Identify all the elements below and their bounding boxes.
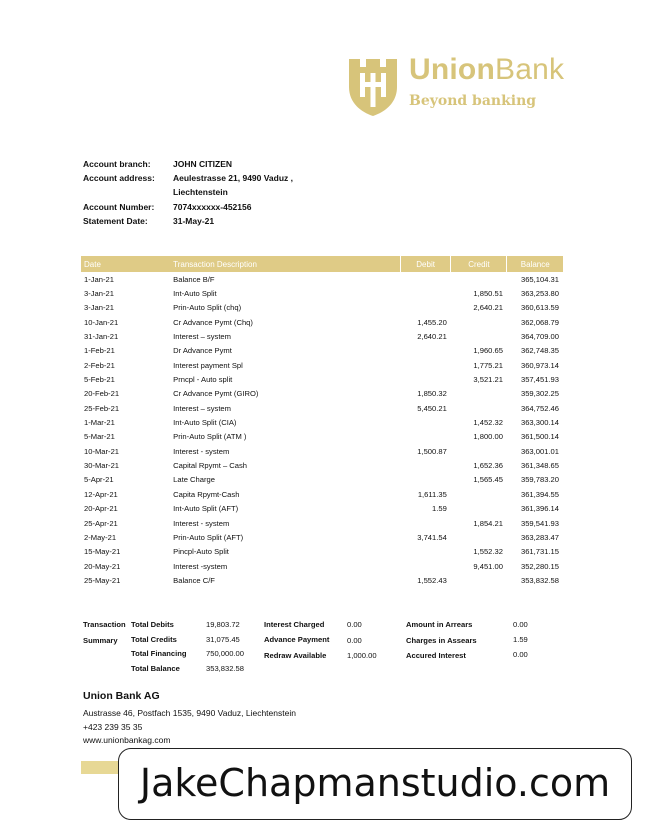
transaction-row bbox=[81, 430, 563, 444]
transaction-row bbox=[81, 473, 563, 487]
transaction-row bbox=[81, 401, 563, 415]
total-balance-value: 353,832.58 bbox=[206, 664, 245, 673]
brand-tagline: Beyond banking bbox=[409, 93, 537, 109]
cell-date: 25-Apr-21 bbox=[84, 518, 118, 528]
cell-date: 15-May-21 bbox=[84, 547, 121, 557]
account-number-label: Account Number: bbox=[83, 201, 155, 212]
cell-debit bbox=[400, 358, 450, 372]
transaction-row bbox=[81, 344, 563, 358]
cell-debit: 1,850.32 bbox=[417, 389, 447, 399]
account-number-value: 7074xxxxxx-452156 bbox=[173, 201, 252, 212]
account-address-row-2 bbox=[83, 185, 353, 199]
cell-description: Int-Auto Split (AFT) bbox=[173, 504, 239, 514]
cell-debit bbox=[400, 272, 450, 286]
total-debits-label: Total Debits bbox=[131, 620, 174, 629]
cell-balance: 361,396.14 bbox=[520, 504, 559, 514]
accrued-interest-value: 0.00 bbox=[513, 650, 528, 659]
cell-date: 31-Jan-21 bbox=[84, 332, 119, 342]
cell-description: Prin-Auto Split (AFT) bbox=[173, 532, 244, 542]
cell-credit: 1,850.51 bbox=[473, 289, 503, 299]
cell-balance: 359,302.25 bbox=[520, 389, 559, 399]
cell-date: 2-May-21 bbox=[84, 532, 117, 542]
transaction-row bbox=[81, 272, 563, 286]
cell-description: Interest – system bbox=[173, 332, 231, 342]
cell-debit bbox=[400, 458, 450, 472]
total-credits-label: Total Credits bbox=[131, 635, 177, 644]
transaction-row bbox=[81, 372, 563, 386]
cell-description: Late Charge bbox=[173, 475, 215, 485]
cell-balance: 362,068.79 bbox=[520, 317, 559, 327]
cell-balance: 359,783.20 bbox=[520, 475, 559, 485]
cell-credit bbox=[451, 315, 507, 329]
cell-date: 1-Mar-21 bbox=[84, 418, 115, 428]
cell-credit: 1,452.32 bbox=[473, 418, 503, 428]
footer-website[interactable]: www.unionbankag.com bbox=[83, 735, 171, 745]
statement-date-row bbox=[83, 214, 353, 228]
cell-date: 10-Mar-21 bbox=[84, 446, 120, 456]
cell-description: Interest - system bbox=[173, 446, 230, 456]
cell-description: Int-Auto Split bbox=[173, 289, 217, 299]
interest-charged-value: 0.00 bbox=[347, 620, 362, 629]
brand-name bbox=[409, 53, 564, 87]
bank-footer bbox=[83, 690, 296, 748]
cell-description: Prin-Auto Split (ATM ) bbox=[173, 432, 247, 442]
cell-credit bbox=[451, 502, 507, 516]
cell-debit bbox=[400, 516, 450, 530]
cell-debit bbox=[400, 415, 450, 429]
cell-date: 3-Jan-21 bbox=[84, 289, 114, 299]
cell-credit: 1,565.45 bbox=[473, 475, 503, 485]
transactions-header-row bbox=[81, 256, 563, 272]
cell-description: Int-Auto Split (CIA) bbox=[173, 418, 237, 428]
transaction-row bbox=[81, 487, 563, 501]
cell-debit: 1,455.20 bbox=[417, 317, 447, 327]
cell-debit: 1,500.87 bbox=[417, 446, 447, 456]
transaction-row bbox=[81, 358, 563, 372]
account-branch-label: Account branch: bbox=[83, 159, 151, 169]
transaction-row bbox=[81, 329, 563, 343]
cell-date: 5-Mar-21 bbox=[84, 432, 115, 442]
cell-balance: 352,280.15 bbox=[520, 561, 559, 571]
account-branch-value: JOHN CITIZEN bbox=[173, 159, 233, 169]
transaction-row bbox=[81, 458, 563, 472]
total-financing-value: 750,000.00 bbox=[206, 649, 245, 658]
cell-credit bbox=[451, 530, 507, 544]
cell-debit: 1,611.35 bbox=[417, 489, 447, 499]
cell-debit bbox=[400, 372, 450, 386]
header-debit: Debit bbox=[400, 256, 450, 272]
charges-arrears-label: Charges in Assears bbox=[406, 636, 477, 645]
cell-debit bbox=[400, 559, 450, 573]
cell-debit: 2,640.21 bbox=[417, 332, 447, 342]
cell-credit bbox=[451, 401, 507, 415]
cell-credit: 2,640.21 bbox=[473, 303, 503, 313]
account-address-line2: Liechtenstein bbox=[173, 187, 228, 198]
cell-credit bbox=[451, 444, 507, 458]
transaction-row bbox=[81, 315, 563, 329]
footer-phone: +423 239 35 35 bbox=[83, 721, 143, 732]
cell-description: Balance B/F bbox=[173, 274, 215, 284]
cell-credit: 1,775.21 bbox=[473, 360, 503, 370]
cell-balance: 361,394.55 bbox=[520, 489, 559, 499]
advance-payment-label: Advance Payment bbox=[264, 635, 330, 644]
total-financing-label: Total Financing bbox=[131, 649, 187, 658]
cell-balance: 357,451.93 bbox=[520, 375, 559, 385]
cell-credit bbox=[451, 487, 507, 501]
cell-balance: 363,001.01 bbox=[520, 446, 559, 456]
watermark-banner: JakeChapmanstudio.com bbox=[118, 748, 632, 820]
cell-debit: 3,741.54 bbox=[417, 532, 447, 542]
summary-title-line2: Summary bbox=[83, 636, 118, 645]
cell-date: 1-Feb-21 bbox=[84, 346, 115, 356]
accrued-interest-label: Accured Interest bbox=[406, 651, 466, 660]
brand-name-regular: Bank bbox=[494, 53, 565, 86]
transaction-row bbox=[81, 286, 563, 300]
header-credit: Credit bbox=[451, 256, 507, 272]
cell-balance: 353,832.58 bbox=[520, 575, 559, 585]
cell-date: 2-Feb-21 bbox=[84, 360, 115, 370]
cell-balance: 360,613.59 bbox=[520, 303, 559, 313]
cell-balance: 361,348.65 bbox=[520, 461, 559, 471]
footer-company-name: Union Bank AG bbox=[83, 690, 160, 702]
header-date: Date bbox=[81, 256, 170, 272]
cell-description: Cr Advance Pymt (Chq) bbox=[173, 317, 253, 327]
transaction-row bbox=[81, 573, 563, 587]
cell-date: 5-Apr-21 bbox=[84, 475, 114, 485]
account-address-spacer bbox=[83, 185, 173, 199]
cell-date: 30-Mar-21 bbox=[84, 461, 120, 471]
brand-logo bbox=[347, 55, 577, 117]
cell-date: 25-Feb-21 bbox=[84, 403, 120, 413]
cell-credit: 1,652.36 bbox=[473, 461, 503, 471]
amount-arrears-label: Amount in Arrears bbox=[406, 620, 473, 629]
cell-credit: 3,521.21 bbox=[473, 375, 503, 385]
cell-balance: 363,300.14 bbox=[520, 418, 559, 428]
cell-balance: 359,541.93 bbox=[520, 518, 559, 528]
cell-balance: 363,283.47 bbox=[520, 532, 559, 542]
total-debits-value: 19,803.72 bbox=[206, 620, 240, 629]
cell-credit: 1,960.65 bbox=[473, 346, 503, 356]
cell-balance: 365,104.31 bbox=[520, 274, 559, 284]
transactions-body bbox=[81, 272, 563, 588]
cell-date: 20-Feb-21 bbox=[84, 389, 120, 399]
cell-date: 5-Feb-21 bbox=[84, 375, 115, 385]
cell-credit bbox=[451, 329, 507, 343]
interest-charged-label: Interest Charged bbox=[264, 620, 325, 629]
advance-payment-value: 0.00 bbox=[347, 636, 362, 645]
cell-description: Dr Advance Pymt bbox=[173, 346, 232, 356]
transaction-row bbox=[81, 387, 563, 401]
cell-date: 20-May-21 bbox=[84, 561, 121, 571]
cell-description: Interest -system bbox=[173, 561, 228, 571]
cell-description: Pincpl-Auto Split bbox=[173, 547, 229, 557]
cell-balance: 362,748.35 bbox=[520, 346, 559, 356]
cell-date: 25-May-21 bbox=[84, 575, 121, 585]
cell-debit bbox=[400, 301, 450, 315]
cell-balance: 360,973.14 bbox=[520, 360, 559, 370]
cell-credit: 9,451.00 bbox=[473, 561, 503, 571]
statement-date-label: Statement Date: bbox=[83, 215, 148, 226]
cell-debit bbox=[400, 430, 450, 444]
amount-arrears-value: 0.00 bbox=[513, 620, 528, 629]
account-address-label: Account address: bbox=[83, 173, 155, 184]
cell-description: Prin-Auto Split (chq) bbox=[173, 303, 242, 313]
transaction-row bbox=[81, 559, 563, 573]
header-description: Transaction Description bbox=[170, 256, 400, 272]
transactions-table bbox=[81, 256, 563, 588]
redraw-available-value: 1,000.00 bbox=[347, 651, 377, 660]
cell-description: Balance C/F bbox=[173, 575, 215, 585]
cell-credit bbox=[451, 387, 507, 401]
cell-credit bbox=[451, 573, 507, 587]
account-details bbox=[83, 157, 353, 228]
cell-debit bbox=[400, 286, 450, 300]
statement-date-value: 31-May-21 bbox=[173, 215, 215, 226]
cell-date: 20-Apr-21 bbox=[84, 504, 118, 514]
cell-balance: 364,709.00 bbox=[520, 332, 559, 342]
transaction-row bbox=[81, 301, 563, 315]
redraw-available-label: Redraw Available bbox=[264, 651, 327, 660]
cell-debit bbox=[400, 545, 450, 559]
cell-description: Interest – system bbox=[173, 403, 231, 413]
cell-balance: 361,731.15 bbox=[520, 547, 559, 557]
transaction-row bbox=[81, 545, 563, 559]
cell-credit: 1,552.32 bbox=[473, 547, 503, 557]
cell-balance: 361,500.14 bbox=[520, 432, 559, 442]
union-bank-logo-icon bbox=[347, 55, 399, 117]
transaction-row bbox=[81, 415, 563, 429]
cell-debit bbox=[400, 344, 450, 358]
cell-description: Capital Rpymt – Cash bbox=[173, 461, 248, 471]
transaction-row bbox=[81, 444, 563, 458]
transaction-row bbox=[81, 516, 563, 530]
footer-address: Austrasse 46, Postfach 1535, 9490 Vaduz, Liechtenstein bbox=[83, 708, 296, 718]
cell-debit: 1.59 bbox=[432, 504, 447, 514]
cell-debit bbox=[400, 473, 450, 487]
cell-description: Interest payment Spl bbox=[173, 360, 243, 370]
cell-balance: 363,253.80 bbox=[520, 289, 559, 299]
cell-credit: 1,800.00 bbox=[473, 432, 503, 442]
cell-balance: 364,752.46 bbox=[520, 403, 559, 413]
account-branch-row bbox=[83, 157, 353, 171]
cell-description: Interest - system bbox=[173, 518, 230, 528]
cell-description: Capita Rpymt-Cash bbox=[173, 489, 240, 499]
transaction-row bbox=[81, 502, 563, 516]
header-balance: Balance bbox=[507, 256, 563, 272]
account-address-line1: Aeulestrasse 21, 9490 Vaduz , bbox=[173, 173, 294, 184]
brand-name-bold: Union bbox=[409, 53, 495, 86]
cell-date: 3-Jan-21 bbox=[84, 303, 114, 313]
cell-date: 10-Jan-21 bbox=[84, 317, 119, 327]
cell-description: Cr Advance Pymt (GIRO) bbox=[173, 389, 259, 399]
total-credits-value: 31,075.45 bbox=[206, 635, 240, 644]
cell-date: 1-Jan-21 bbox=[84, 274, 114, 284]
charges-arrears-value: 1.59 bbox=[513, 635, 528, 644]
cell-credit: 1,854.21 bbox=[473, 518, 503, 528]
cell-debit: 5,450.21 bbox=[417, 403, 447, 413]
cell-date: 12-Apr-21 bbox=[84, 489, 118, 499]
cell-credit bbox=[451, 272, 507, 286]
cell-description: Prncpl - Auto split bbox=[173, 375, 233, 385]
account-address-row bbox=[83, 171, 353, 185]
summary-title-line1: Transaction bbox=[83, 620, 126, 629]
transaction-row bbox=[81, 530, 563, 544]
total-balance-label: Total Balance bbox=[131, 664, 180, 673]
account-number-row bbox=[83, 200, 353, 214]
cell-debit: 1,552.43 bbox=[417, 575, 447, 585]
